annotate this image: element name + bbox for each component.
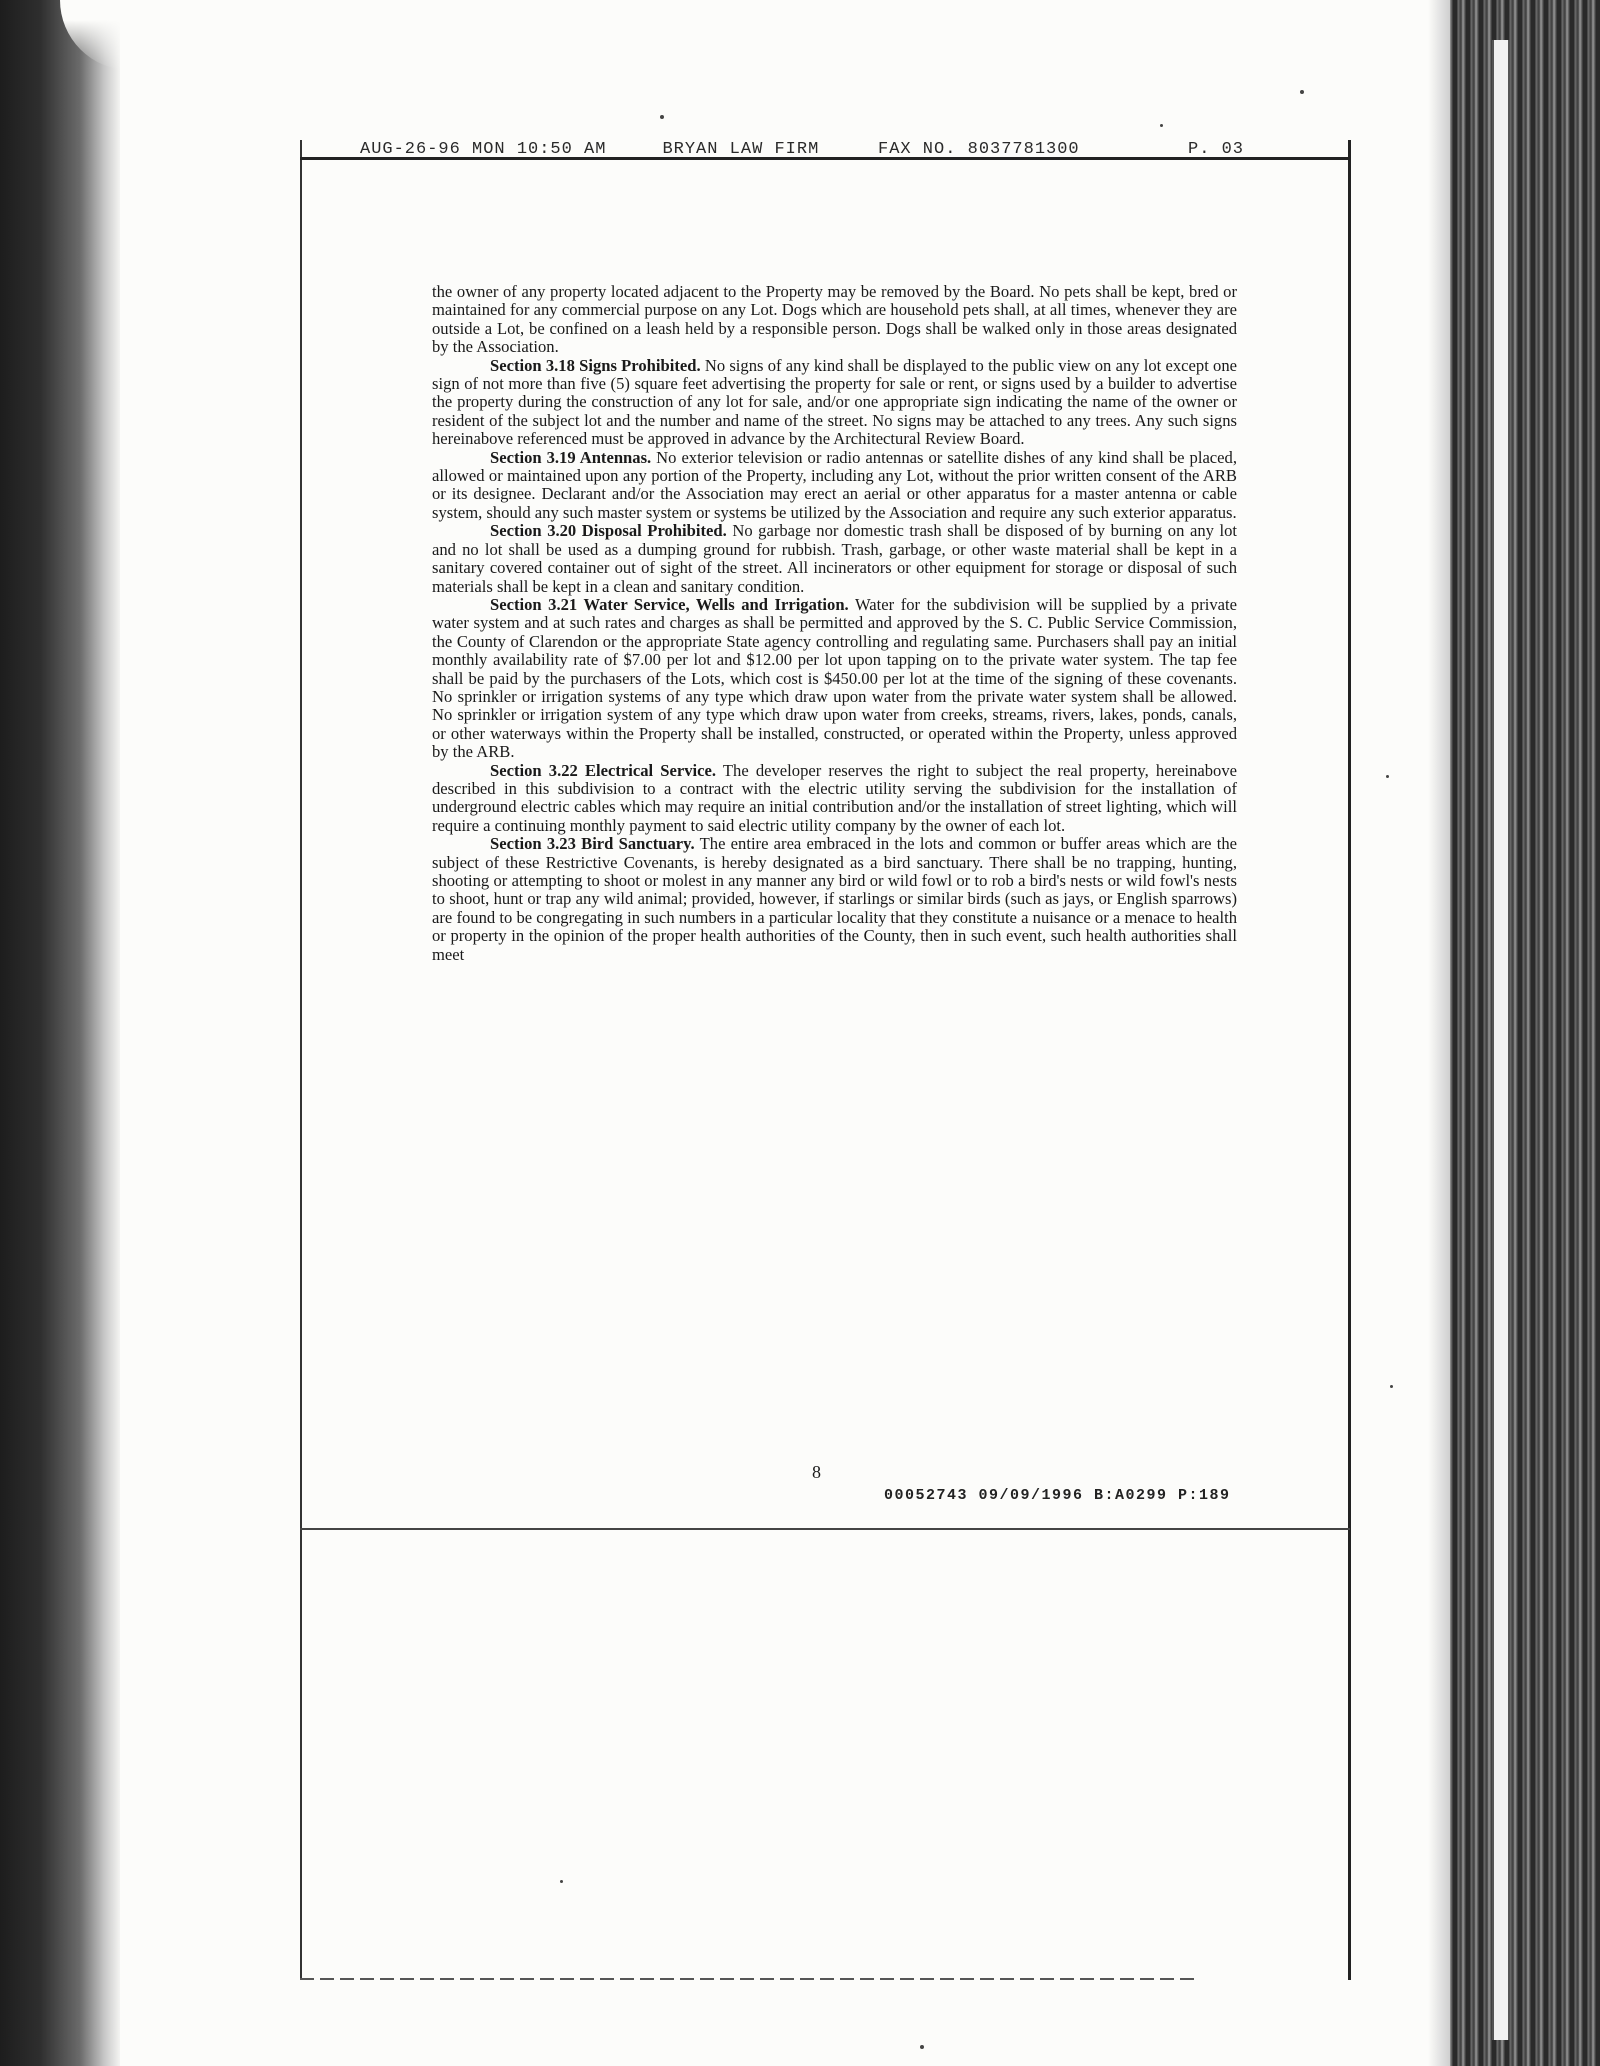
section-heading: Section 3.19 Antennas.: [490, 447, 652, 467]
section-heading: Section 3.22 Electrical Service.: [490, 760, 717, 780]
scan-speck: [560, 1880, 563, 1883]
fax-page-end-rule: [300, 1528, 1350, 1530]
scan-speck: [1160, 124, 1163, 127]
fax-bottom-rule: [300, 1978, 1200, 1980]
section-3-23: [432, 835, 1237, 964]
scan-speck: [1300, 90, 1304, 94]
scanner-right-edge: [1440, 0, 1600, 2066]
paragraph-text: the owner of any property located adjacent to the Property may be removed by the Board. No pets shall be kept, bred or maintained for any commercial purpose on any Lot. Dogs which are household pets shall, at all times, whenever they are outside a Lot, be confined on a leash held by a responsible person. Dogs shall be walked only in those areas designated by the Association.: [432, 282, 1237, 357]
paragraph-continuation: [432, 283, 1237, 357]
paragraph-text: No garbage nor domestic trash shall be disposed of by burning on any lot and no lot shall be used as a dumping ground for rubbish. Trash, garbage, or other waste material shall be kept in a sanitary covered container out of sight of the street. All incinerators or other equipment for storage or disposal of such materials shall be kept in a clean and sanitary condition.: [432, 521, 1238, 596]
section-3-19: [432, 449, 1237, 523]
recording-stamp: 00052743 09/09/1996 B:A0299 P:189: [884, 1487, 1231, 1504]
fax-header-date-time: [360, 140, 819, 159]
section-3-20: [432, 522, 1237, 596]
scanner-right-bar: [1492, 40, 1510, 2040]
section-heading: Section 3.21 Water Service, Wells and Irrigation.: [490, 594, 849, 614]
scan-speck: [920, 2045, 924, 2049]
section-3-21: [432, 596, 1237, 762]
fax-number: FAX NO. 8037781300: [878, 140, 1080, 159]
document-body: [432, 283, 1237, 964]
scan-speck: [1386, 775, 1389, 778]
paragraph-text: The developer reserves the right to subject the real property, hereinabove described in this subdivision to a contract with the electric utility serving the subdivision for the installation of underground electric cables which may require an initial contribution and/or the installation of street lighting, which will require a continuing monthly payment to said electric utility company by the owner of each lot.: [432, 760, 1237, 835]
paragraph-text: The entire area embraced in the lots and common or buffer areas which are the subject of these Restrictive Covenants, is hereby designated as a bird sanctuary. There shall be no trapping, hunting, shooting or attempting to shoot or molest in any manner any bird or wild fowl or to rob a bird's nests or wild fowl's nests to shoot, hunt or trap any wild animal; provided, however, if starlings or similar birds (such as jays, or English sparrows) are found to be congregating in such numbers in a particular locality that they constitute a nuisance or a menace to health or property in the opinion of the proper health authorities of the County, then in such event, such health authorities shall meet: [432, 834, 1237, 964]
fax-sender: BRYAN LAW FIRM: [662, 140, 820, 159]
paragraph-text: No signs of any kind shall be displayed to the public view on any lot except one sign of not more than five (5) square feet advertising the property for sale or rent, or signs used by a builder to advertise the property during the construction of any lot for sale, and/or one appropriate sign indicating the name of the owner or resident of the subject lot and the number and name of the street. No signs may be attached to any trees. Any such signs hereinabove referenced must be approved in advance by the Architectural Review Board.: [432, 355, 1237, 449]
paragraph-text: No exterior television or radio antennas or satellite dishes of any kind shall be placed, allowed or maintained upon any portion of the Property, including any Lot, without the prior written consent of the ARB or its designee. Declarant and/or the Association may erect an aerial or other apparatus for a master antenna or cable system, should any such master system or systems be utilized by the Association and require any such exterior apparatus.: [432, 447, 1237, 522]
scanner-left-edge: [0, 0, 120, 2066]
page-number: 8: [812, 1462, 821, 1482]
paragraph-text: Water for the subdivision will be supplied by a private water system and at such rates and charges as shall be permitted and approved by the S. C. Public Service Commission, the County of Clarendon or the appropriate State agency controlling and regulating same. Purchasers shall pay an initial monthly availability rate of $7.00 per lot and $12.00 per lot upon tapping on to the private water system. The tap fee shall be paid by the purchasers of the Lots, which cost is $450.00 per lot at the time of the signing of these covenants. No sprinkler or irrigation systems of any type which draw upon water from the private water system shall be allowed. No sprinkler or irrigation system of any type which draw upon water from creeks, streams, rivers, lakes, ponds, canals, or other waterways within the Property shall be installed, constructed, or operated within the Property, unless approved by the ARB.: [432, 594, 1237, 762]
fax-date-time: AUG-26-96 MON 10:50 AM: [360, 140, 607, 159]
section-3-18: [432, 357, 1237, 449]
scanner-right-edge-fade: [1428, 0, 1450, 2066]
scan-speck: [660, 115, 664, 119]
section-heading: Section 3.18 Signs Prohibited.: [490, 355, 701, 375]
section-3-22: [432, 762, 1237, 836]
scan-speck: [1390, 1385, 1393, 1388]
fax-page-indicator: P. 03: [1188, 140, 1245, 159]
section-heading: Section 3.23 Bird Sanctuary.: [490, 834, 695, 854]
section-heading: Section 3.20 Disposal Prohibited.: [490, 521, 727, 541]
